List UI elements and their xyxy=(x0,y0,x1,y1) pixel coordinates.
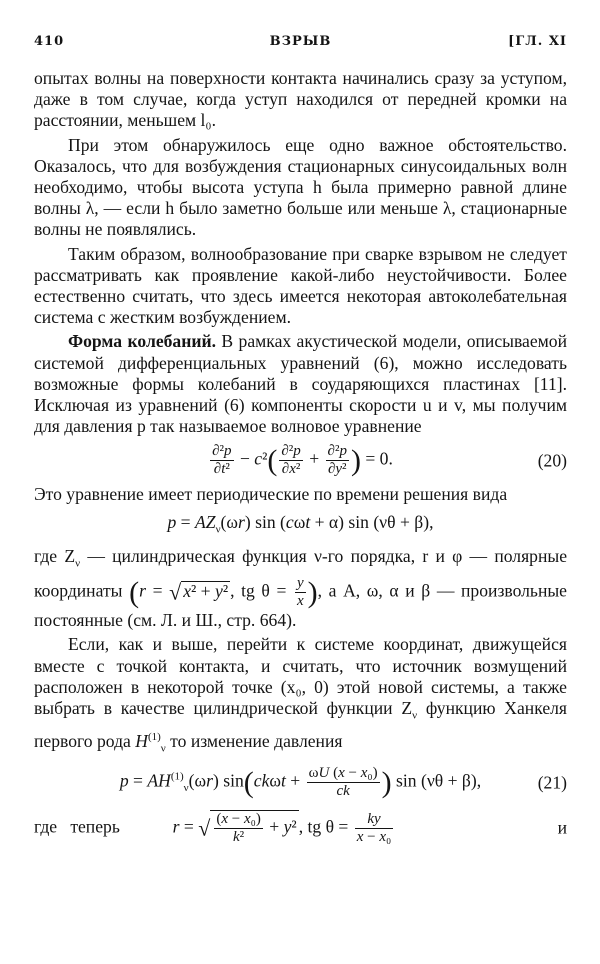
page-number: 410 xyxy=(34,34,65,49)
paragraph-4 xyxy=(34,331,567,437)
paragraph-5: Это уравнение имеет периодические по времени решения вида xyxy=(34,484,508,505)
page-body xyxy=(34,68,567,852)
equation-number-20: (20) xyxy=(537,450,567,471)
paragraph-7: Если, как и выше, перейти к системе координат, движущейся вместе с точкой контакта, и считать, что источник возмущений расположен в некоторой точке (x₀, 0) этой новой системы, а также выбрать в качестве цилиндрической функции $Z_\nu$ функцию Ханкеля первого рода $H^{(1)}_\nu$ то изменение давления xyxy=(34,634,567,754)
conjunction-and: и xyxy=(557,817,567,838)
equation-number-21: (21) xyxy=(537,772,567,793)
paragraph-2: При этом обнаружилось еще одно важное обстоятельство. Оказалось, что для возбуждения стационарных синусоидальных волн необходимо, чтобы высота уступа h была примерно равной длине волны λ, — если h было заметно больше или меньше λ, стационарные волны не появлялись. xyxy=(34,134,567,240)
running-header xyxy=(34,34,567,56)
paragraph-1: опытах волны на поверхности контакта начинались сразу за уступом, даже в том случае, когда уступ находился от передней кромки на расстоянии, меньшем l₀. xyxy=(34,68,567,131)
section-run-in-heading: Форма колебаний. xyxy=(68,331,217,352)
equation-20: $\frac{\text{∂²p}}{\text{∂t²}}$ − c²( $\frac{\text{∂²p}}{\text{∂x²}}$ + $\frac{\text{∂²p}}{\text{∂y²}}$ ) = 0. (20) xyxy=(212,443,567,478)
paragraph-3: Таким образом, волнообразование при сварке взрывом не следует рассматривать как проявление какой-либо неустойчивости. Более естественно считать, что здесь имеется некоторая автоколебательная система с жестким возбуждением. xyxy=(34,243,567,328)
chapter-label: [ГЛ. XI xyxy=(508,34,567,49)
equation-21: $p = AH^{(1)}_\nu(\omega r) \sin(ck\omega t$ + $\frac{\text{ωU (x − x₀)}}{ck}$ ) sin (νθ + β), (21) xyxy=(119,765,567,800)
equation-r-theta: где теперь r = √ $\frac{\text{(x − x₀)}}{\text{k²}}$ + y² , tg θ = $\frac{ky}{\text{x − x₀}}$ и xyxy=(34,811,567,846)
paragraph-4-text: В рамках акустической модели, описываемой системой дифференциальных уравнений (6), можно исследовать возможные формы колебаний в соударяющихся пластинах [11]. Исключая из уравнений (6) компоненты скорости u и v, мы получим для давления p так называемое волновое уравнение xyxy=(34,331,567,437)
running-title: ВЗРЫВ xyxy=(269,34,332,49)
where-label: где xyxy=(34,816,58,837)
equation-solution: $p = AZ_\nu(\omega r)$ sin (cωt + α) sin (νθ + β), xyxy=(167,511,434,536)
book-page xyxy=(34,0,567,964)
paragraph-6: где $Z_\nu$ — цилиндрическая функция ν-го порядка, r и φ — полярные координаты (r = √ x² + y² , tg θ = $\frac{y}{x}$ ), а A, ω, α и β — произвольные постоянные (см. Л. и Ш., стр. 664). xyxy=(34,546,568,631)
